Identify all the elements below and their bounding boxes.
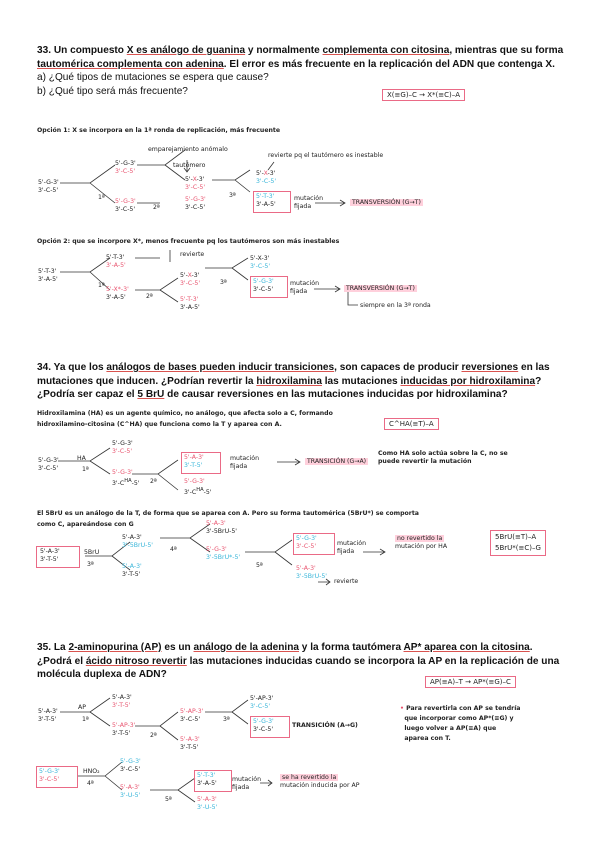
underlined-text: complementa con citosina [322,45,450,56]
bru-explanation-2: como C, apareándose con G [37,521,134,528]
revierte-note: revierte pq el tautómero es inestable [268,152,384,159]
round-label: 1ª [98,282,105,289]
revierte-note: revierte [180,251,205,258]
option-1-label: Opción 1: X se incorpora en la 1ª ronda de replicación, más frecuente [37,127,281,134]
ha-explanation-1: Hidroxilamina (HA) es un agente químico, no análogo, que afecta solo a C, formando [37,410,333,417]
round-label: 3ª [229,192,236,199]
siempre-note: siempre en la 3ª ronda [360,302,431,309]
emparejamiento-note: emparejamiento anómalo [148,146,228,153]
tautomero-note: tautómero [173,162,206,169]
sub-question-b: b) ¿Qué tipo será más frecuente? [37,85,188,97]
round-label: 2ª [153,204,160,211]
question-number: 33. [37,45,52,56]
question-33 [37,44,577,98]
sub-question-a: a) ¿Qué tipos de mutaciones se espera que cause? [37,72,269,83]
underlined-text: X es análogo de guanina [126,45,246,56]
text: y normalmente [245,45,323,56]
option-2-label: Opción 2: que se incorpore X*, menos frecuente pq los tautómeros son más inestables [37,238,340,245]
text: . El error es más frecuente en la replicación del ADN que contenga X. [223,58,555,70]
round-label: 3ª [220,279,227,286]
question-35: 35. La 2-aminopurina (AP) es un análogo de la adenina y la forma tautómera AP* aparea con la citosina. ¿Podrá el ácido nitroso revertir las mutaciones inducidas cuando se incorpora la AP en la replicación de una molécula duplexa de ADN? [37,642,560,680]
round-label: 1ª [98,194,105,201]
bru-explanation-1: El 5BrU es un análogo de la T, de forma que se aparea con A. Pero su forma tautomérica (5BrU*) se comporta [37,510,419,517]
text: Un compuesto [53,45,127,56]
ap-formula-box: AP(≡A)–T → AP*(≡G)–C [425,676,516,688]
ha-explanation-2: hidroxilamino-citosina (C^HA) que funciona como la T y aparea con A. [37,421,282,428]
text: , mientras que su forma [449,45,564,56]
underlined-text: tautomérica complementa con adenina [37,58,224,70]
formula-box: X(≡G)–C → X*(≡C)–A [382,89,465,101]
ha-formula-box: C^HA(≡T)–A [384,418,439,430]
transversion-label: TRANSVERSIÓN (G→T) [352,199,421,206]
question-34: 34. Ya que los análogos de bases pueden inducir transiciones, son capaces de producir reversiones en las mutaciones que inducen. ¿Podrían revertir la hidroxilamina las mutaciones inducidas por hidroxilamina? ¿Podría ser capaz el 5 BrU de causar reversiones en las mutaciones inducidas por hidroxilamina? [37,362,550,400]
round-label: 2ª [146,293,153,300]
transversion-label: TRANSVERSIÓN (G→T) [346,285,415,292]
